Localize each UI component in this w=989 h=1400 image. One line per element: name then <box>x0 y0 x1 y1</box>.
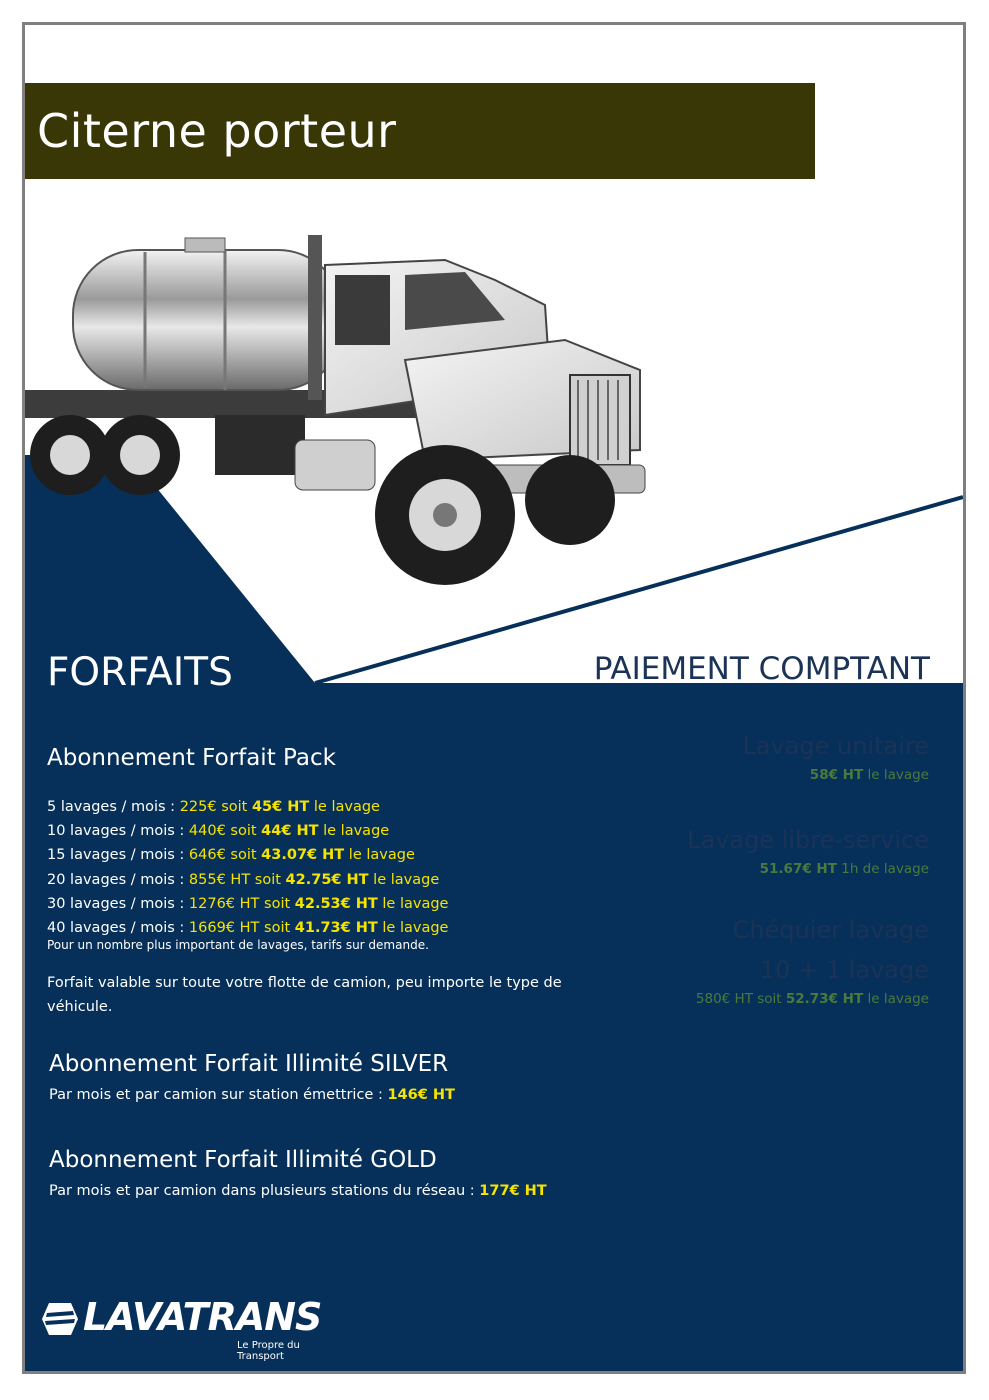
silver-desc: Par mois et par camion sur station émettrice : 146€ HT <box>49 1087 455 1103</box>
libre-title: Lavage libre-service <box>687 826 929 854</box>
chequier-subtitle: 10 + 1 lavage <box>759 956 929 984</box>
pack-line: 30 lavages / mois : 1276€ HT soit 42.53€ HT le lavage <box>47 895 449 912</box>
lavage-libre-service <box>687 822 929 880</box>
unitaire-price-line: 58€ HT le lavage <box>809 767 929 783</box>
gold-title: Abonnement Forfait Illimité GOLD <box>49 1147 437 1173</box>
chequier-price-line: 580€ HT soit 52.73€ HT le lavage <box>695 991 929 1007</box>
truck-image <box>25 210 650 605</box>
libre-price-line: 51.67€ HT 1h de lavage <box>759 861 929 877</box>
gold-desc: Par mois et par camion dans plusieurs stations du réseau : 177€ HT <box>49 1183 547 1199</box>
page-frame <box>22 22 966 1374</box>
pack-line: 10 lavages / mois : 440€ soit 44€ HT le lavage <box>47 823 390 840</box>
pack-line: 5 lavages / mois : 225€ soit 45€ HT le lavage <box>47 799 380 815</box>
pack-line: 15 lavages / mois : 646€ soit 43.07€ HT le lavage <box>47 847 415 864</box>
pack-title: Abonnement Forfait Pack <box>47 745 336 771</box>
pack-line: 20 lavages / mois : 855€ HT soit 42.75€ HT le lavage <box>47 871 440 888</box>
logo-mark-icon <box>41 1301 79 1337</box>
title-bar <box>25 83 815 179</box>
pack-list <box>47 795 448 940</box>
forfaits-title: FORFAITS <box>47 650 233 695</box>
unitaire-title: Lavage unitaire <box>742 732 929 760</box>
logo-tagline: Le Propre du Transport <box>237 1340 300 1362</box>
lavage-unitaire <box>742 728 929 786</box>
pack-line: 40 lavages / mois : 1669€ HT soit 41.73€ HT le lavage <box>47 919 449 936</box>
pack-note: Pour un nombre plus important de lavages, tarifs sur demande. <box>47 938 429 952</box>
silver-price: 146€ HT <box>387 1087 455 1103</box>
paiement-title: PAIEMENT COMPTANT <box>593 651 930 687</box>
chequier-lavage <box>696 912 929 1010</box>
gold-price: 177€ HT <box>479 1183 547 1199</box>
chequier-title: Chéquier lavage <box>732 916 929 944</box>
page-title: Citerne porteur <box>37 104 397 158</box>
lavatrans-logo <box>39 1295 339 1362</box>
logo-brand: LAVATRANS <box>83 1295 322 1339</box>
silver-title: Abonnement Forfait Illimité SILVER <box>49 1051 449 1077</box>
validity-text: Forfait valable sur toute votre flotte de camion, peu importe le type de véhicule. <box>47 975 562 1015</box>
